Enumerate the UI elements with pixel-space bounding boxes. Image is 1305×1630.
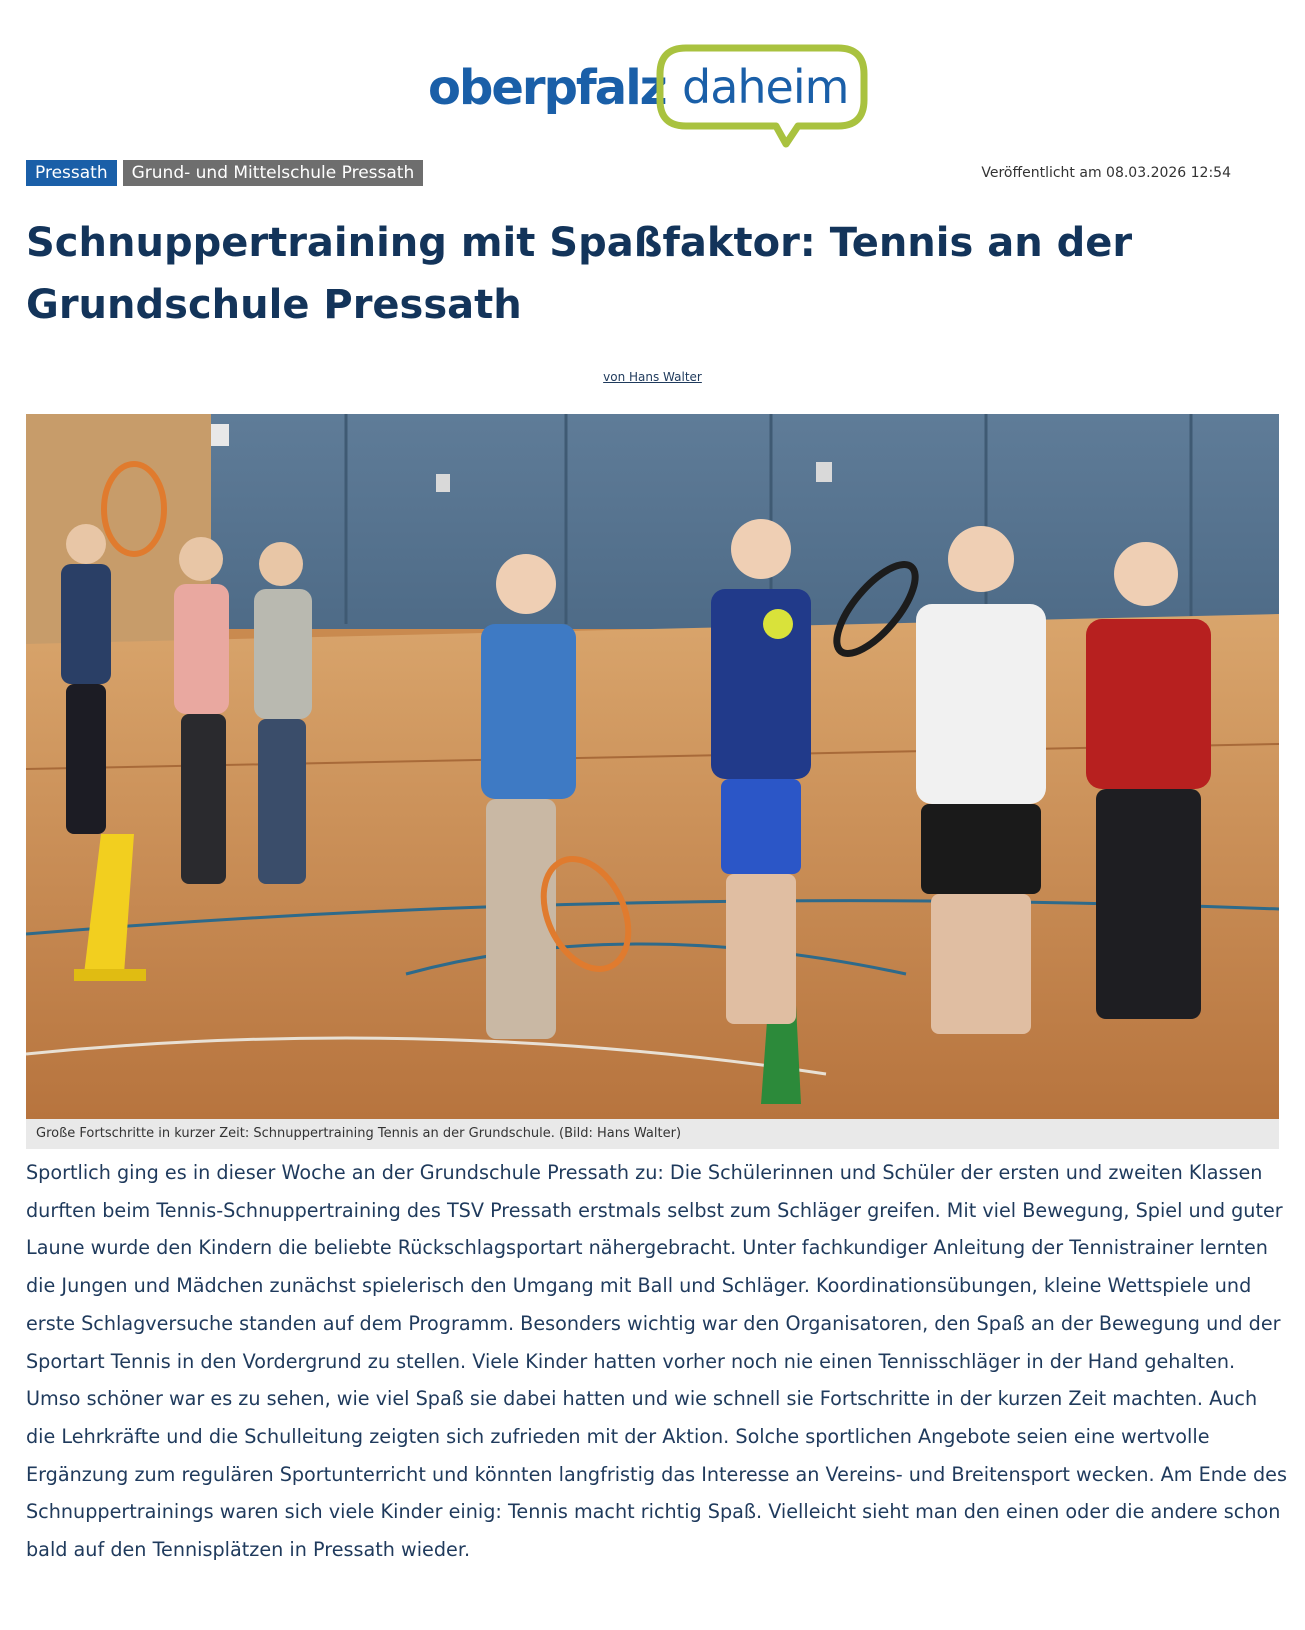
- kid-2: [174, 537, 229, 884]
- photo-caption: Große Fortschritte in kurzer Zeit: Schnuppertraining Tennis an der Grundschule. (Bild: Hans Walter): [36, 1126, 682, 1141]
- author-link[interactable]: von Hans Walter: [603, 370, 702, 384]
- site-logo[interactable]: [420, 42, 880, 152]
- logo-brand-part2: daheim: [682, 60, 849, 114]
- category-tags: [26, 160, 423, 186]
- article-body: Sportlich ging es in dieser Woche an der Grundschule Pressath zu: Die Schülerinnen und Schüler der ersten und zweiten Klassen durften beim Tennis-Schnuppertraining des TSV Pressath erstmals selbst zum Schläger greifen. Mit viel Bewegung, Spiel und guter Laune wurde den Kindern die beliebte Rückschlagsportart nähergebracht. Unter fachkundiger Anleitung der Tennistrainer lernten die Jungen und Mädchen zunächst spielerisch den Umgang mit Ball und Schläger. Koordinationsübungen, kleine Wettspiele und erste Schlagversuche standen auf dem Programm. Besonders wichtig war den Organisatoren, den Spaß an der Bewegung und der Sportart Tennis in den Vordergrund zu stellen. Viele Kinder hatten vorher noch nie einen Tennisschläger in der Hand gehalten. Umso schöner war es zu sehen, wie viel Spaß sie dabei hatten und wie schnell sie Fortschritte in der kurzen Zeit machten. Auch die Lehrkräfte und die Schulleitung zeigten sich zufrieden mit der Aktion. Solche sportlichen Angebote seien eine wertvolle Ergänzung zum regulären Sportunterricht und könnten langfristig das Interesse an Vereins- und Breitensport wecken. Am Ende des Schnuppertrainings waren sich viele Kinder einig: Tennis macht richtig Spaß. Vielleicht sieht man den einen oder die andere schon bald auf den Tennisplätzen in Pressath wieder.: [26, 1161, 1287, 1562]
- tag-school[interactable]: Grund- und Mittelschule Pressath: [123, 160, 424, 186]
- article-headline: Schnuppertraining mit Spaßfaktor: Tennis an der Grundschule Pressath: [26, 220, 1133, 328]
- tag-pressath[interactable]: Pressath: [26, 160, 117, 186]
- kid-5: [711, 519, 811, 1024]
- kid-3: [254, 542, 312, 884]
- article-photo[interactable]: [26, 414, 1279, 1119]
- photo-illustration: [26, 414, 1279, 1119]
- caption-bar: [26, 1119, 1279, 1149]
- published-date: Veröffentlicht am 08.03.2026 12:54: [981, 165, 1231, 181]
- kid-1: [61, 524, 111, 834]
- logo-brand-part1: oberpfalz: [428, 60, 666, 116]
